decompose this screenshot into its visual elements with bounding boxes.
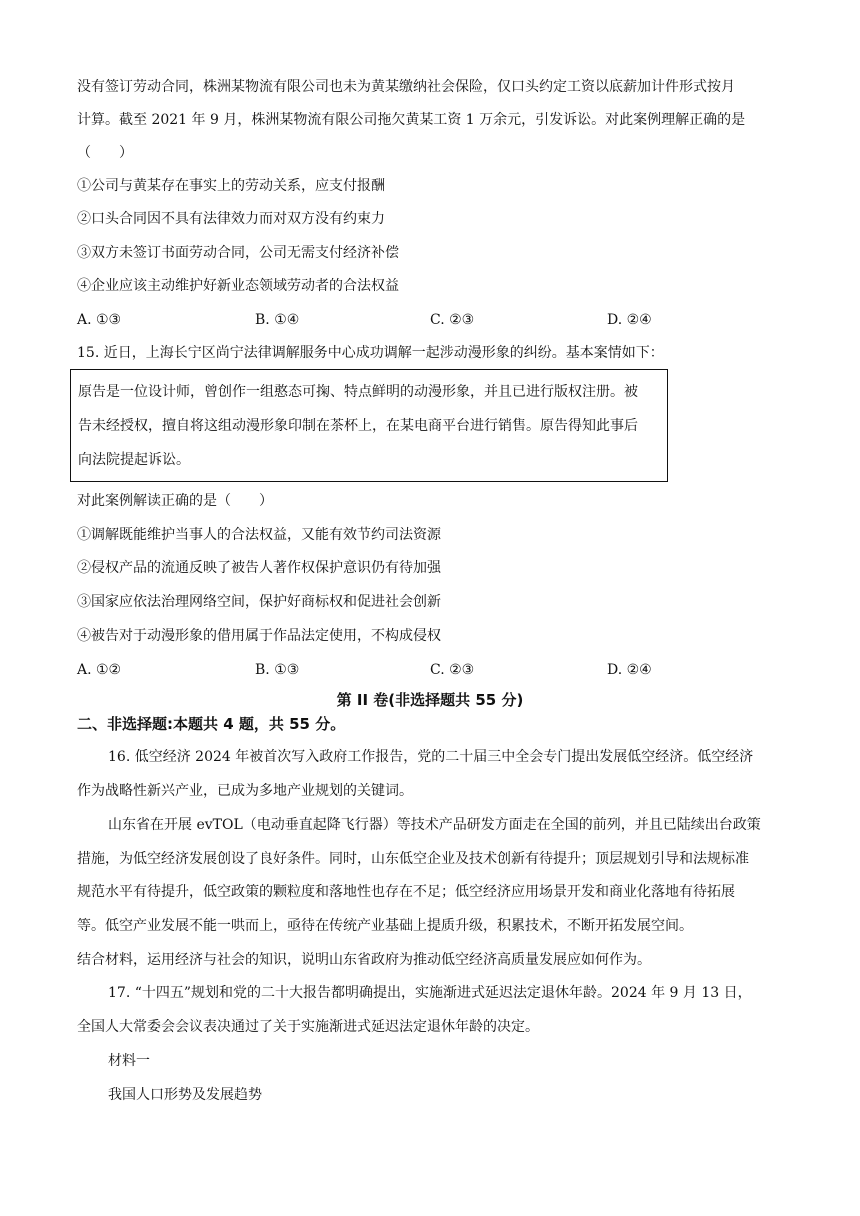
q16-task: 结合材料，运用经济与社会的知识，说明山东省政府为推动低空经济高质量发展应如何作为。 [77, 952, 651, 968]
q14-option-b[interactable]: B. ①④ [255, 312, 300, 328]
q16-line-4: 措施，为低空经济发展创设了良好条件。同时，山东低空企业及技术创新有待提升；顶层规划引导和法规标准 [77, 851, 749, 867]
q15-case-line-2: 告未经授权，擅自将这组动漫形象印制在茶杯上，在某电商平台进行销售。原告得知此事后 [78, 418, 638, 434]
q15-option-a[interactable]: A. ①② [77, 662, 122, 678]
q16-line-6: 等。低空产业发展不能一哄而上，亟待在传统产业基础上提质升级，积累技术，不断开拓发展空间。 [77, 918, 693, 934]
q15-option-b[interactable]: B. ①③ [255, 662, 300, 678]
q14-stem-line-1: 没有签订劳动合同，株洲某物流有限公司也未为黄某缴纳社会保险，仅口头约定工资以底薪加计件形式按月 [77, 79, 735, 95]
q15-case-line-1: 原告是一位设计师，曾创作一组憨态可掬、特点鲜明的动漫形象，并且已进行版权注册。被 [78, 384, 638, 400]
q15-statement-1: ①调解既能维护当事人的合法权益，又能有效节约司法资源 [77, 527, 441, 543]
q14-blank: （ ） [77, 145, 133, 161]
q16-line-2: 作为战略性新兴产业，已成为多地产业规划的关键词。 [77, 783, 413, 799]
q15-statement-2: ②侵权产品的流通反映了被告人著作权保护意识仍有待加强 [77, 560, 441, 576]
q14-statement-2: ②口头合同因不具有法律效力而对双方没有约束力 [77, 211, 385, 227]
q17-material-label: 材料一 [108, 1053, 150, 1069]
q15-option-d[interactable]: D. ②④ [607, 662, 652, 678]
q15-stem: 15. 近日，上海长宁区尚宁法律调解服务中心成功调解一起涉动漫形象的纠纷。基本案情如下： [77, 345, 664, 361]
q15-statement-3: ③国家应依法治理网络空间，保护好商标权和促进社会创新 [77, 594, 441, 610]
q14-option-c[interactable]: C. ②③ [430, 312, 475, 328]
q15-option-c[interactable]: C. ②③ [430, 662, 475, 678]
q15-question: 对此案例解读正确的是（ ） [77, 493, 273, 509]
section-2-title: 第 II 卷(非选择题共 55 分) [336, 691, 524, 709]
q16-line-5: 规范水平有待提升，低空政策的颗粒度和落地性也存在不足；低空经济应用场景开发和商业化落地有待拓展 [77, 884, 735, 900]
q16-line-3: 山东省在开展 evTOL（电动垂直起降飞行器）等技术产品研发方面走在全国的前列，并且已陆续出台政策 [108, 817, 761, 833]
q17-line-2: 全国人大常委会会议表决通过了关于实施渐进式延迟法定退休年龄的决定。 [77, 1019, 539, 1035]
q15-case-line-3: 向法院提起诉讼。 [78, 452, 190, 468]
q17-material-title: 我国人口形势及发展趋势 [108, 1087, 262, 1103]
q14-option-d[interactable]: D. ②④ [607, 312, 652, 328]
q15-case-box [70, 369, 668, 482]
q14-statement-1: ①公司与黄某存在事实上的劳动关系，应支付报酬 [77, 178, 385, 194]
q17-line-1: 17. “十四五”规划和党的二十大报告都明确提出，实施渐进式延迟法定退休年龄。2024 年 9 月 13 日， [108, 985, 752, 1001]
q14-option-a[interactable]: A. ①③ [77, 312, 122, 328]
q14-statement-4: ④企业应该主动维护好新业态领域劳动者的合法权益 [77, 278, 399, 294]
q15-statement-4: ④被告对于动漫形象的借用属于作品法定使用，不构成侵权 [77, 628, 441, 644]
section-2-heading: 二、非选择题:本题共 4 题，共 55 分。 [77, 715, 346, 733]
q14-stem-line-2: 计算。截至 2021 年 9 月，株洲某物流有限公司拖欠黄某工资 1 万余元，引发诉讼。对此案例理解正确的是 [77, 112, 746, 128]
q16-line-1: 16. 低空经济 2024 年被首次写入政府工作报告，党的二十届三中全会专门提出发展低空经济。低空经济 [108, 749, 754, 765]
q14-statement-3: ③双方未签订书面劳动合同，公司无需支付经济补偿 [77, 245, 399, 261]
